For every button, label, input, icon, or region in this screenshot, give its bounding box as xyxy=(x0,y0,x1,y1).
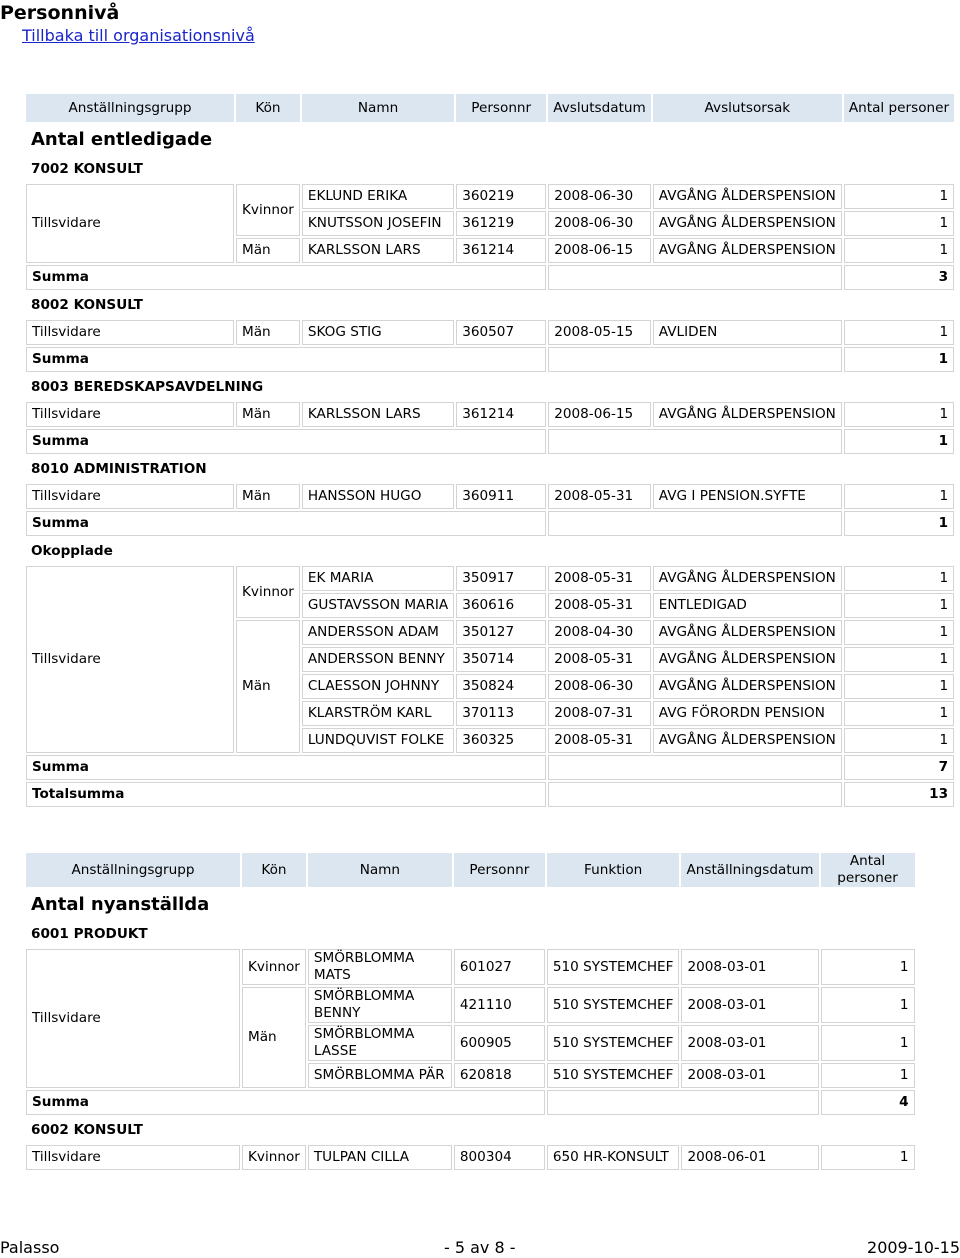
table-row xyxy=(26,184,954,209)
count-cell: 1 xyxy=(844,620,954,645)
sum-spacer xyxy=(548,265,842,290)
name-cell: ANDERSSON ADAM xyxy=(302,620,454,645)
footer-app-name: Palasso xyxy=(0,1238,60,1257)
employment-group-cell: Tillsvidare xyxy=(26,184,234,263)
col-header-name: Namn xyxy=(302,94,454,122)
count-cell: 1 xyxy=(844,238,954,263)
gender-cell: Män xyxy=(236,484,300,509)
table-row xyxy=(26,1145,915,1170)
unit-row xyxy=(26,1117,915,1143)
sum-value: 3 xyxy=(844,265,954,290)
reason-cell: AVGÅNG ÅLDERSPENSION xyxy=(653,184,842,209)
sum-row xyxy=(26,347,954,372)
unit-name: 8003 BEREDSKAPSAVDELNING xyxy=(31,378,264,395)
total-row xyxy=(26,782,954,807)
pnr-cell: 361214 xyxy=(456,402,546,427)
table-row xyxy=(26,566,954,591)
employment-group-cell: Tillsvidare xyxy=(26,1145,240,1170)
name-cell: SKOG STIG xyxy=(302,320,454,345)
count-cell: 1 xyxy=(844,701,954,726)
section-title: Antal nyanställda xyxy=(31,893,210,915)
col-header-pnr: Personnr xyxy=(454,853,545,887)
unit-name: 8010 ADMINISTRATION xyxy=(31,460,207,477)
name-cell: EK MARIA xyxy=(302,566,454,591)
col-header-function: Funktion xyxy=(547,853,680,887)
date-cell: 2008-03-01 xyxy=(681,949,818,985)
footer-date: 2009-10-15 xyxy=(867,1238,960,1257)
count-cell: 1 xyxy=(844,728,954,753)
sum-row xyxy=(26,265,954,290)
col-header-count: Antal personer xyxy=(821,853,915,887)
count-cell: 1 xyxy=(844,647,954,672)
total-value: 13 xyxy=(844,782,954,807)
date-cell: 2008-07-31 xyxy=(548,701,651,726)
pnr-cell: 360911 xyxy=(456,484,546,509)
name-cell: GUSTAVSSON MARIA xyxy=(302,593,454,618)
sum-row xyxy=(26,429,954,454)
total-spacer xyxy=(548,782,842,807)
col-header-group: Anställningsgrupp xyxy=(26,94,234,122)
count-cell: 1 xyxy=(844,593,954,618)
sum-spacer xyxy=(548,511,842,536)
count-cell: 1 xyxy=(821,1063,915,1088)
count-cell: 1 xyxy=(844,211,954,236)
name-cell: ANDERSSON BENNY xyxy=(302,647,454,672)
date-cell: 2008-06-15 xyxy=(548,238,651,263)
table-row xyxy=(26,402,954,427)
header-row xyxy=(26,94,954,122)
date-cell: 2008-05-31 xyxy=(548,593,651,618)
date-cell: 2008-05-31 xyxy=(548,728,651,753)
count-cell: 1 xyxy=(844,566,954,591)
pnr-cell: 620818 xyxy=(454,1063,545,1088)
col-header-name: Namn xyxy=(308,853,452,887)
count-cell: 1 xyxy=(821,987,915,1023)
pnr-cell: 421110 xyxy=(454,987,545,1023)
sum-value: 1 xyxy=(844,511,954,536)
pnr-cell: 361219 xyxy=(456,211,546,236)
table-row xyxy=(26,320,954,345)
gender-cell: Kvinnor xyxy=(242,949,306,985)
col-header-end-date: Avslutsdatum xyxy=(548,94,651,122)
section-title: Antal entledigade xyxy=(31,128,213,150)
func-cell: 510 SYSTEMCHEF xyxy=(547,1025,680,1061)
name-cell: SMÖRBLOMMA BENNY xyxy=(308,987,452,1023)
sum-spacer xyxy=(548,429,842,454)
date-cell: 2008-03-01 xyxy=(681,1025,818,1061)
sum-row xyxy=(26,511,954,536)
table-row xyxy=(26,484,954,509)
date-cell: 2008-06-01 xyxy=(681,1145,818,1170)
unit-row xyxy=(26,538,954,564)
date-cell: 2008-03-01 xyxy=(681,1063,818,1088)
pnr-cell: 350127 xyxy=(456,620,546,645)
count-cell: 1 xyxy=(821,1025,915,1061)
col-header-count: Antal personer xyxy=(844,94,954,122)
reason-cell: AVGÅNG ÅLDERSPENSION xyxy=(653,402,842,427)
reason-cell: AVLIDEN xyxy=(653,320,842,345)
count-cell: 1 xyxy=(844,484,954,509)
gender-cell: Kvinnor xyxy=(242,1145,306,1170)
reason-cell: AVG FÖRORDN PENSION xyxy=(653,701,842,726)
name-cell: CLAESSON JOHNNY xyxy=(302,674,454,699)
sum-label: Summa xyxy=(26,511,546,536)
pnr-cell: 601027 xyxy=(454,949,545,985)
sum-label: Summa xyxy=(26,265,546,290)
col-header-gender: Kön xyxy=(236,94,300,122)
pnr-cell: 360616 xyxy=(456,593,546,618)
sum-value: 4 xyxy=(821,1090,915,1115)
reason-cell: AVGÅNG ÅLDERSPENSION xyxy=(653,238,842,263)
header-row xyxy=(26,853,915,887)
gender-cell: Män xyxy=(236,320,300,345)
employment-group-cell: Tillsvidare xyxy=(26,402,234,427)
date-cell: 2008-03-01 xyxy=(681,987,818,1023)
reason-cell: AVGÅNG ÅLDERSPENSION xyxy=(653,674,842,699)
name-cell: SMÖRBLOMMA LASSE xyxy=(308,1025,452,1061)
entledigade-table xyxy=(24,92,956,809)
pnr-cell: 360507 xyxy=(456,320,546,345)
unit-name: 7002 KONSULT xyxy=(31,160,143,177)
sum-spacer xyxy=(547,1090,819,1115)
col-header-hire-date: Anställningsdatum xyxy=(681,853,818,887)
name-cell: HANSSON HUGO xyxy=(302,484,454,509)
sum-value: 1 xyxy=(844,429,954,454)
col-header-pnr: Personnr xyxy=(456,94,546,122)
sum-spacer xyxy=(548,755,842,780)
gender-cell: Kvinnor xyxy=(236,184,300,236)
employment-group-cell: Tillsvidare xyxy=(26,566,234,753)
unit-row xyxy=(26,456,954,482)
count-cell: 1 xyxy=(844,320,954,345)
count-cell: 1 xyxy=(821,1145,915,1170)
sum-label: Summa xyxy=(26,347,546,372)
date-cell: 2008-06-30 xyxy=(548,674,651,699)
col-header-group: Anställningsgrupp xyxy=(26,853,240,887)
pnr-cell: 370113 xyxy=(456,701,546,726)
unit-name: 6001 PRODUKT xyxy=(31,925,148,942)
date-cell: 2008-06-30 xyxy=(548,211,651,236)
name-cell: SMÖRBLOMMA PÄR xyxy=(308,1063,452,1088)
func-cell: 650 HR-KONSULT xyxy=(547,1145,680,1170)
unit-row xyxy=(26,292,954,318)
reason-cell: ENTLEDIGAD xyxy=(653,593,842,618)
sum-value: 7 xyxy=(844,755,954,780)
section-title-row xyxy=(26,124,954,154)
date-cell: 2008-06-30 xyxy=(548,184,651,209)
pnr-cell: 350824 xyxy=(456,674,546,699)
func-cell: 510 SYSTEMCHEF xyxy=(547,987,680,1023)
date-cell: 2008-06-15 xyxy=(548,402,651,427)
date-cell: 2008-05-31 xyxy=(548,647,651,672)
pnr-cell: 800304 xyxy=(454,1145,545,1170)
total-label: Totalsumma xyxy=(26,782,546,807)
pnr-cell: 361214 xyxy=(456,238,546,263)
count-cell: 1 xyxy=(844,402,954,427)
sum-label: Summa xyxy=(26,429,546,454)
date-cell: 2008-05-15 xyxy=(548,320,651,345)
pnr-cell: 360325 xyxy=(456,728,546,753)
unit-name: 6002 KONSULT xyxy=(31,1121,143,1138)
sum-label: Summa xyxy=(26,755,546,780)
sum-label: Summa xyxy=(26,1090,545,1115)
employment-group-cell: Tillsvidare xyxy=(26,320,234,345)
gender-cell: Kvinnor xyxy=(236,566,300,618)
sum-row xyxy=(26,1090,915,1115)
reason-cell: AVGÅNG ÅLDERSPENSION xyxy=(653,620,842,645)
name-cell: KLARSTRÖM KARL xyxy=(302,701,454,726)
employment-group-cell: Tillsvidare xyxy=(26,484,234,509)
date-cell: 2008-05-31 xyxy=(548,484,651,509)
gender-cell: Män xyxy=(242,987,306,1088)
func-cell: 510 SYSTEMCHEF xyxy=(547,949,680,985)
name-cell: KARLSSON LARS xyxy=(302,402,454,427)
page-title: Personnivå xyxy=(0,2,120,24)
reason-cell: AVGÅNG ÅLDERSPENSION xyxy=(653,647,842,672)
back-to-organisation-link[interactable]: Tillbaka till organisationsnivå xyxy=(22,26,255,45)
unit-name: Okopplade xyxy=(31,542,113,559)
pnr-cell: 600905 xyxy=(454,1025,545,1061)
unit-name: 8002 KONSULT xyxy=(31,296,143,313)
footer-page-number: - 5 av 8 - xyxy=(444,1238,516,1257)
pnr-cell: 360219 xyxy=(456,184,546,209)
unit-row xyxy=(26,921,915,947)
sum-value: 1 xyxy=(844,347,954,372)
sum-spacer xyxy=(548,347,842,372)
reason-cell: AVG I PENSION.SYFTE xyxy=(653,484,842,509)
section-title-row xyxy=(26,889,915,919)
col-header-end-reason: Avslutsorsak xyxy=(653,94,842,122)
pnr-cell: 350714 xyxy=(456,647,546,672)
employment-group-cell: Tillsvidare xyxy=(26,949,240,1088)
reason-cell: AVGÅNG ÅLDERSPENSION xyxy=(653,211,842,236)
gender-cell: Män xyxy=(236,238,300,263)
sum-row xyxy=(26,755,954,780)
unit-row xyxy=(26,156,954,182)
count-cell: 1 xyxy=(821,949,915,985)
name-cell: SMÖRBLOMMA MATS xyxy=(308,949,452,985)
nyanstallda-table xyxy=(24,851,917,1172)
name-cell: TULPAN CILLA xyxy=(308,1145,452,1170)
reason-cell: AVGÅNG ÅLDERSPENSION xyxy=(653,566,842,591)
reason-cell: AVGÅNG ÅLDERSPENSION xyxy=(653,728,842,753)
col-header-gender: Kön xyxy=(242,853,306,887)
pnr-cell: 350917 xyxy=(456,566,546,591)
unit-row xyxy=(26,374,954,400)
func-cell: 510 SYSTEMCHEF xyxy=(547,1063,680,1088)
name-cell: KNUTSSON JOSEFIN xyxy=(302,211,454,236)
date-cell: 2008-04-30 xyxy=(548,620,651,645)
count-cell: 1 xyxy=(844,184,954,209)
name-cell: LUNDQUVIST FOLKE xyxy=(302,728,454,753)
name-cell: EKLUND ERIKA xyxy=(302,184,454,209)
gender-cell: Män xyxy=(236,620,300,753)
date-cell: 2008-05-31 xyxy=(548,566,651,591)
name-cell: KARLSSON LARS xyxy=(302,238,454,263)
gender-cell: Män xyxy=(236,402,300,427)
table-row xyxy=(26,949,915,985)
count-cell: 1 xyxy=(844,674,954,699)
